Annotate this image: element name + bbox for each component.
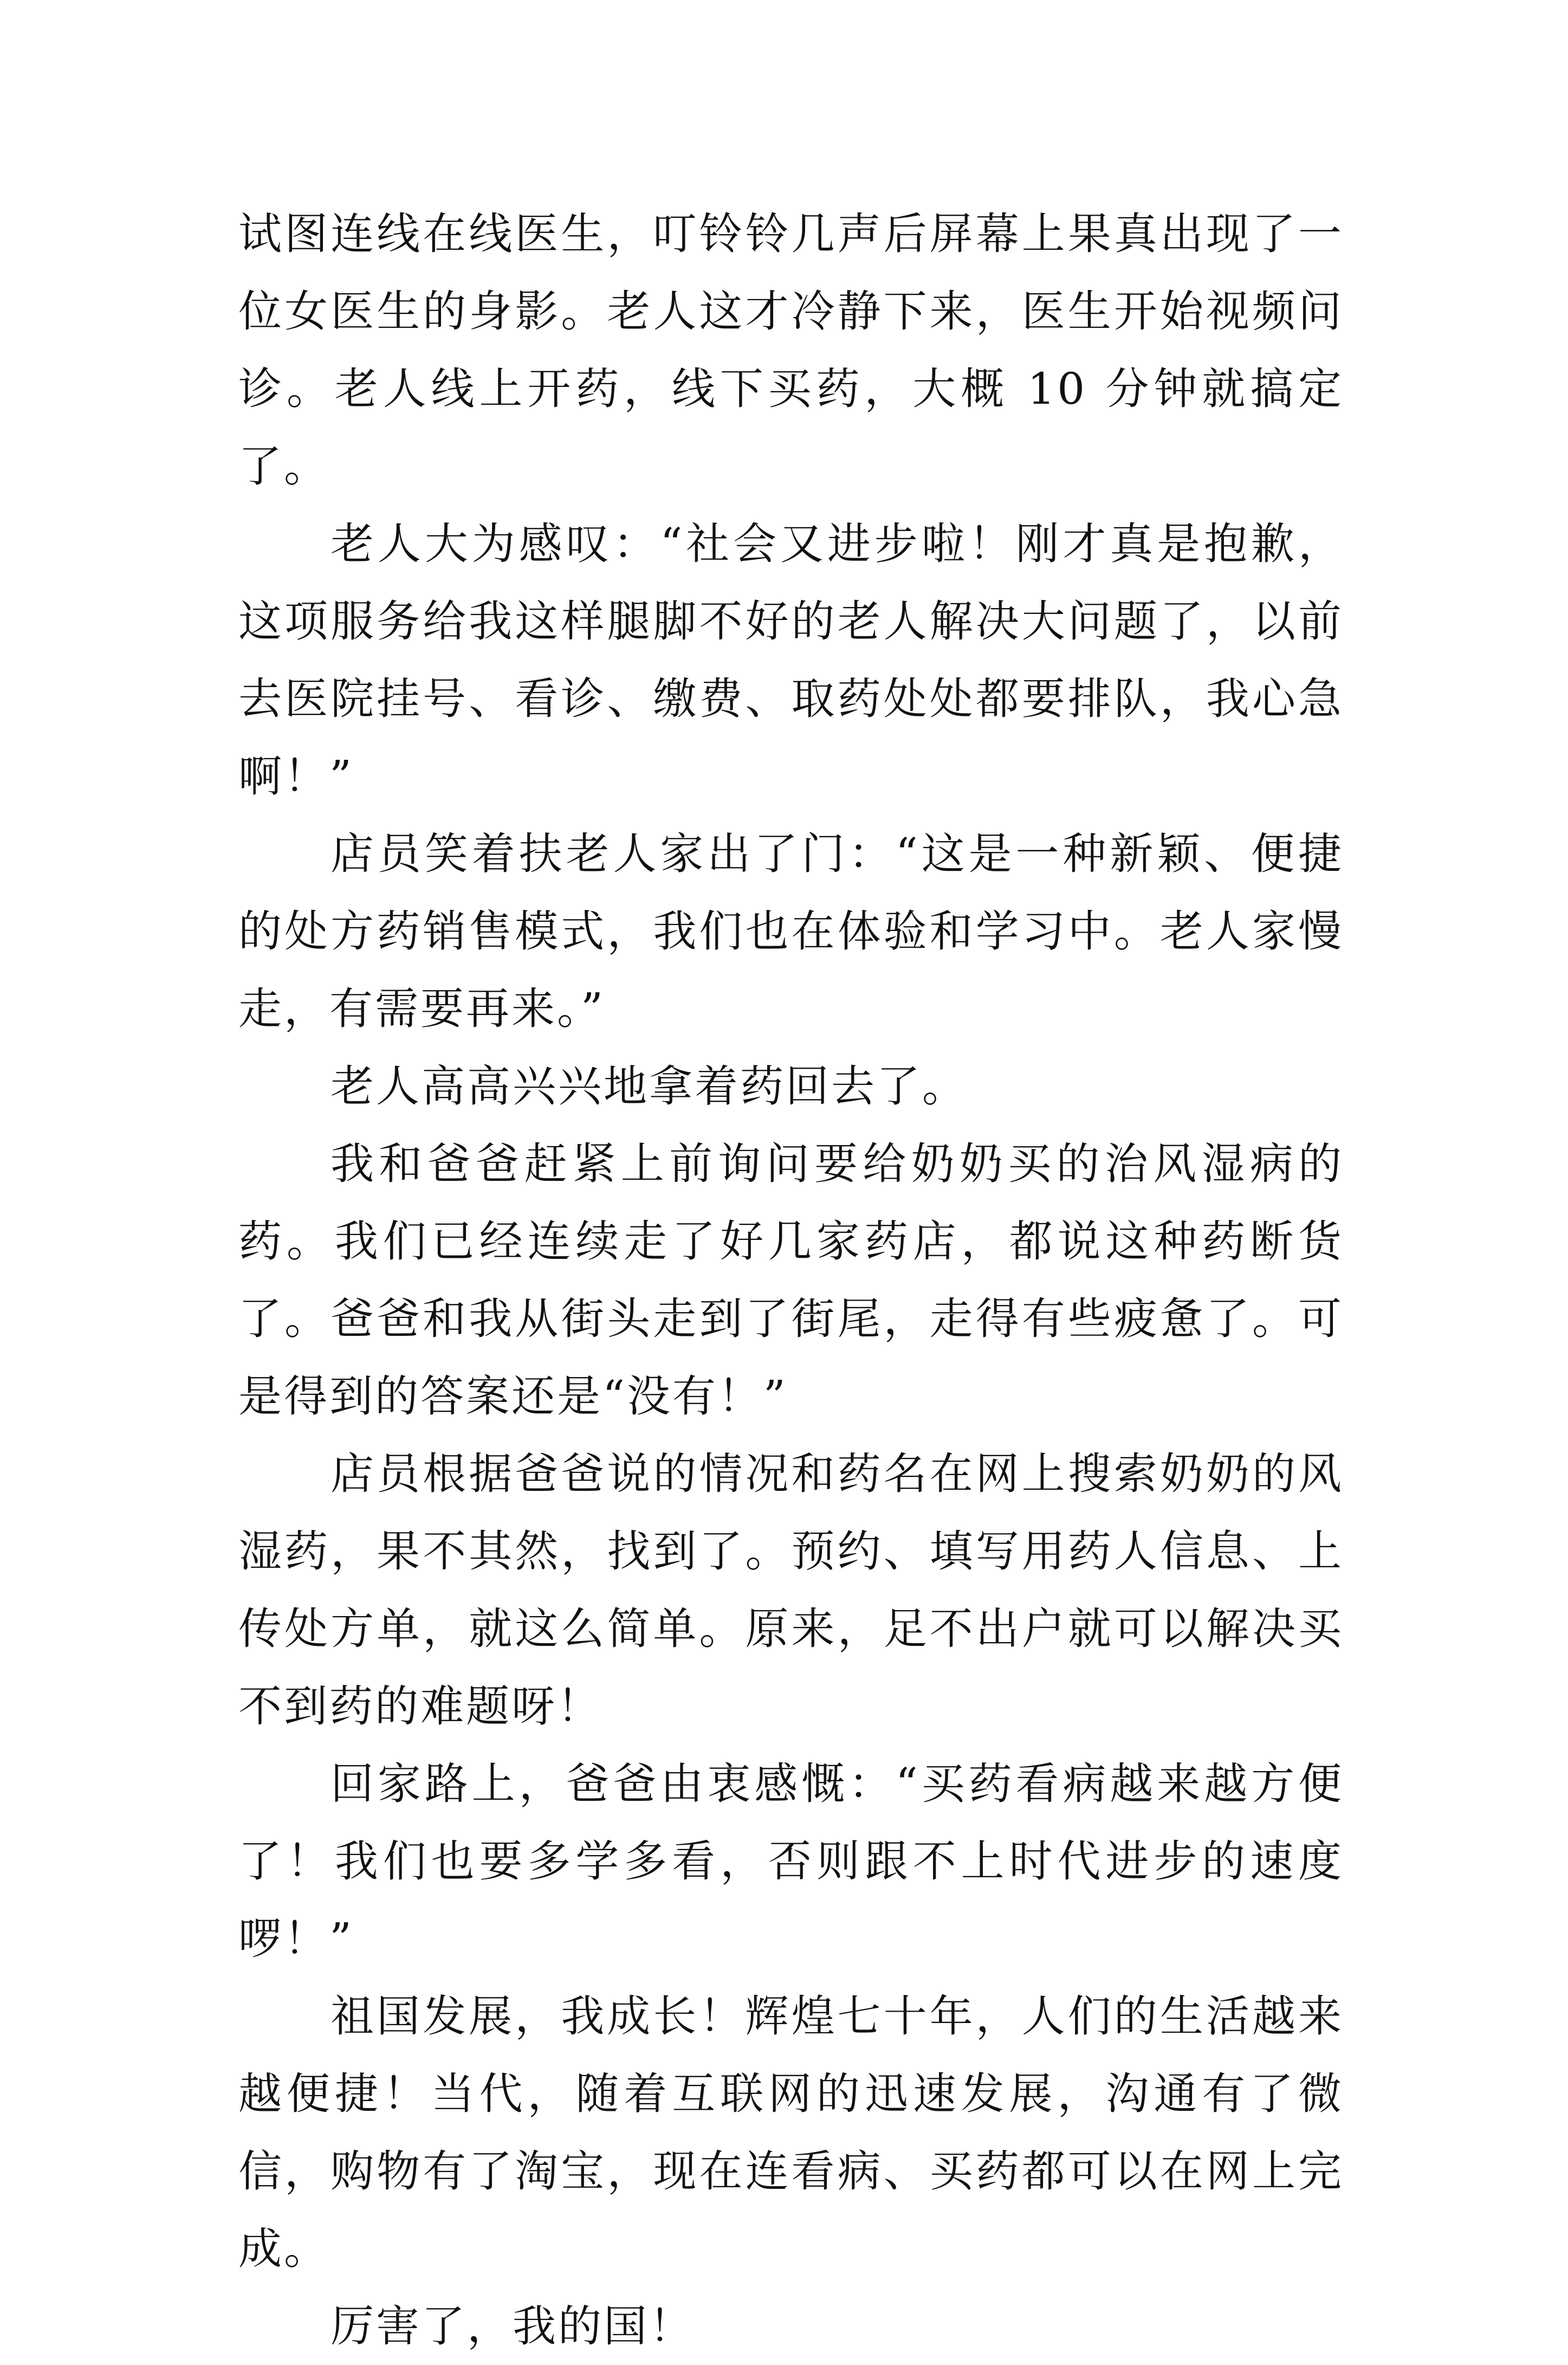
paragraph-8: 祖国发展，我成长！辉煌七十年，人们的生活越来越便捷！当代，随着互联网的迅速发展，沟通有了微信，购物有了淘宝，现在连看病、买药都可以在网上完成。 (238, 1991, 1344, 2274)
paragraph-2: 老人大为感叹：“社会又进步啦！刚才真是抱歉，这项服务给我这样腿脚不好的老人解决大问题了，以前去医院挂号、看诊、缴费、取药处处都要排队，我心急啊！” (238, 519, 1344, 802)
paragraph-1: 试图连线在线医生，叮铃铃几声后屏幕上果真出现了一位女医生的身影。老人这才冷静下来，医生开始视频问诊。老人线上开药，线下买药，大概 10 分钟就搞定了。 (238, 209, 1344, 492)
paragraph-3: 店员笑着扶老人家出了门：“这是一种新颖、便捷的处方药销售模式，我们也在体验和学习中。老人家慢走，有需要再来。” (238, 829, 1344, 1034)
document-body (238, 195, 1344, 2365)
paragraph-6: 店员根据爸爸说的情况和药名在网上搜索奶奶的风湿药，果不其然，找到了。预约、填写用药人信息、上传处方单，就这么简单。原来，足不出户就可以解决买不到药的难题呀！ (238, 1449, 1344, 1731)
paragraph-5: 我和爸爸赶紧上前询问要给奶奶买的治风湿病的药。我们已经连续走了好几家药店，都说这种药断货了。爸爸和我从街头走到了街尾，走得有些疲惫了。可是得到的答案还是“没有！” (238, 1139, 1344, 1421)
paragraph-9: 厉害了，我的国！ (331, 2301, 695, 2351)
paragraph-7: 回家路上，爸爸由衷感慨：“买药看病越来越方便了！我们也要多学多看，否则跟不上时代进步的速度啰！” (238, 1759, 1344, 1964)
paragraph-4: 老人高高兴兴地拿着药回去了。 (331, 1061, 968, 1112)
